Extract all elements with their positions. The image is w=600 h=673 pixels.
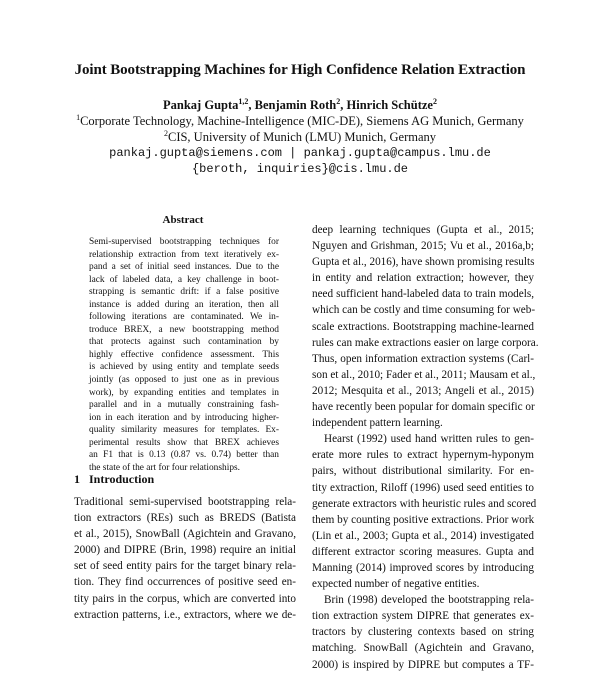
section-title: Introduction xyxy=(89,472,155,486)
author-name: Benjamin Roth xyxy=(254,98,337,112)
text-line: matching. SnowBall (Agichtein and Gravano, xyxy=(312,642,534,655)
text-line: erate more rules to extract hypernym-hyponym xyxy=(312,449,534,462)
text-line: Gupta et al., 2016), have shown promising results xyxy=(312,256,535,269)
text-line: scale extractions. Bootstrapping machine-learned xyxy=(312,320,534,333)
text-line: ion in each iteration and by introducing higher- xyxy=(89,412,279,423)
text-line: following iterations are contaminated. We in- xyxy=(89,312,279,323)
affiliation-mark: 2 xyxy=(163,128,168,138)
text-line: tity extraction, Riloff (1996) used seed entities to xyxy=(312,481,534,494)
text-line: have recently been popular for domain specific or xyxy=(312,401,535,414)
text-line: them by counting positive extractions. Prior work xyxy=(312,513,535,526)
text-line: troduce BREX, a new bootstrapping method xyxy=(89,324,279,335)
text-line: set of seed entity pairs for the target binary rela- xyxy=(74,560,296,573)
text-line: tion extractors (REs) such as BREDS (Batista xyxy=(74,512,296,525)
paragraph xyxy=(312,592,534,672)
text-line: Semi-supervised bootstrapping techniques for xyxy=(89,237,279,247)
section-heading-introduction xyxy=(74,472,294,487)
text-line: Traditional semi-supervised bootstrapping rela- xyxy=(74,496,296,508)
abstract-heading: Abstract xyxy=(162,214,204,226)
text-line: tion. They find occurrences of positive seed en- xyxy=(74,576,296,589)
email-line: pankaj.gupta@siemens.com | pankaj.gupta@campus.lmu.de xyxy=(109,146,491,160)
text-line: perimental results show that BREX achieves xyxy=(89,437,279,448)
paper-title: Joint Bootstrapping Machines for High Confidence Relation Extraction xyxy=(74,62,526,78)
text-line: rules can make extractions easier on large corpora. xyxy=(312,336,539,349)
text-line: is achieved by using entity and template seeds xyxy=(89,362,279,373)
section-number: 1 xyxy=(74,472,80,486)
text-line: tion extraction system DIPRE that generates ex- xyxy=(312,610,534,623)
text-line: 2000) is inspired by DIPRE but computes a TF- xyxy=(312,658,534,671)
text-line: quality similarity measures for templates. Ex- xyxy=(89,425,279,436)
text-line: tity pairs in the corpus, which are converted into xyxy=(74,592,296,605)
text-line: Manning (2014) improved scores by introducing xyxy=(312,561,534,574)
text-line: which can be costly and time consuming for web- xyxy=(312,304,536,317)
text-line: that protects against such contamination by xyxy=(89,337,279,348)
text-line: strapping is semantic drift: if a false positive xyxy=(89,287,279,298)
affiliation-line xyxy=(0,114,600,129)
text-line: jointly (as opposed to just one as in previous xyxy=(89,375,279,386)
author-name: Pankaj Gupta xyxy=(163,98,239,112)
text-line: son et al., 2010; Fader et al., 2011; Mausam et al., xyxy=(312,368,536,381)
text-line: 2012; Mesquita et al., 2013; Angeli et al., 2015) xyxy=(312,384,534,397)
text-line: instance is added during an iteration, then all xyxy=(89,299,279,310)
text-line: lack of labeled data, a key challenge in boot- xyxy=(89,274,279,285)
introduction-body xyxy=(74,494,296,623)
author-affiliation-mark: 2 xyxy=(336,96,341,106)
text-line: expected number of negative entities. xyxy=(312,578,480,591)
text-line: generate extractors with heuristic rules and scored xyxy=(312,497,537,510)
author-separator: , xyxy=(340,98,347,112)
paragraph xyxy=(312,431,537,592)
text-line: relationship extraction from text iteratively ex- xyxy=(89,249,279,260)
text-line: 2000) and DIPRE (Brin, 1998) require an initial xyxy=(74,544,296,557)
text-line: parallel and in a mutually constraining fash- xyxy=(89,400,279,411)
text-line: Hearst (1992) used hand written rules to gen- xyxy=(324,433,534,446)
text-line: highly effective confidence assessment. This xyxy=(89,349,279,360)
affiliation-line xyxy=(0,130,600,145)
text-line: the state of the art for four relationships. xyxy=(89,462,240,473)
abstract-body xyxy=(89,236,279,474)
text-line: et al., 2015), SnowBall (Agichtein and Gravano, xyxy=(74,528,296,541)
text-line: pairs, without distributional similarity. For en- xyxy=(312,465,534,478)
text-line: (Lin et al., 2003; Gupta et al., 2014) investigated xyxy=(312,529,534,542)
text-line: Thus, open information extraction systems (Carl- xyxy=(312,352,534,365)
text-line: deep learning techniques (Gupta et al., 2015; xyxy=(312,224,534,236)
author-name: Hinrich Schütze xyxy=(346,98,433,112)
affiliation-text: CIS, University of Munich (LMU) Munich, Germany xyxy=(167,130,437,144)
email-line: {beroth, inquiries}@cis.lmu.de xyxy=(191,162,409,176)
text-line: work), by expanding entities and templates in xyxy=(89,387,279,398)
text-line: different extractor scoring measures. Gupta and xyxy=(312,545,534,558)
text-line: Brin (1998) developed the bootstrapping rela- xyxy=(324,594,534,607)
right-column xyxy=(312,222,539,673)
text-line: an F1 that is 0.13 (0.87 vs. 0.74) better than xyxy=(89,450,279,461)
author-affiliation-mark: 1,2 xyxy=(238,96,249,106)
author-list xyxy=(0,98,600,113)
author-separator: , xyxy=(248,98,255,112)
text-line: extraction patterns, i.e., extractors, where we de- xyxy=(74,608,296,621)
affiliation-mark: 1 xyxy=(76,112,81,122)
text-line: need sufficient hand-labeled data to train models, xyxy=(312,288,534,301)
author-affiliation-mark: 2 xyxy=(432,96,437,106)
affiliation-text: Corporate Technology, Machine-Intelligence (MIC-DE), Siemens AG Munich, Germany xyxy=(80,114,524,128)
paragraph xyxy=(312,222,539,431)
text-line: pand a set of initial seed instances. Due to the xyxy=(89,262,279,273)
text-line: tractors by clustering contexts based on string xyxy=(312,626,534,639)
text-line: in entity and relation extraction; however, they xyxy=(312,272,534,285)
text-line: Nguyen and Grishman, 2015; Vu et al., 2016a,b; xyxy=(312,240,534,253)
text-line: independent pattern learning. xyxy=(312,417,443,430)
